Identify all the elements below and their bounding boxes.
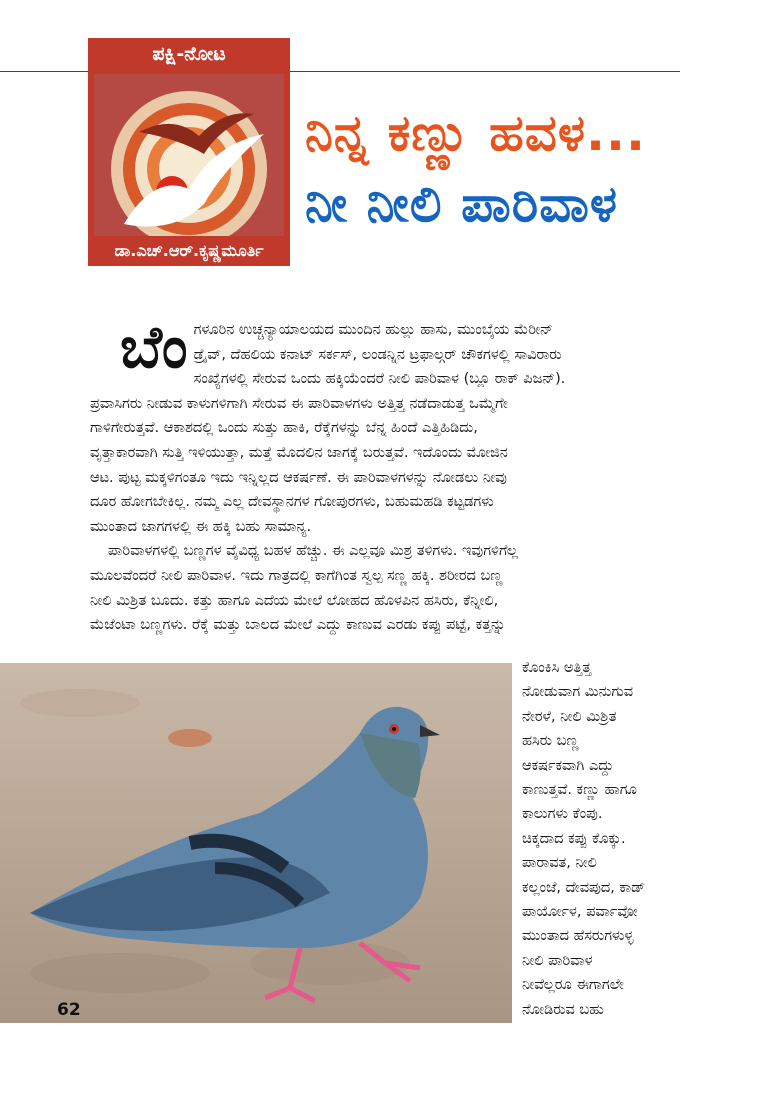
pigeon-photo [0,663,512,1023]
drop-cap: ಬೆಂ [120,313,188,381]
text-line: ನೋಡಿರುವ ಬಹು [522,1001,604,1018]
text-line: ಸಂಖ್ಯೆಗಳಲ್ಲಿ ಸೇರುವ ಒಂದು ಹಕ್ಕಿಯೆಂದರೆ ನೀಲಿ ಪಾರಿವಾಳ (ಬ್ಲೂ ರಾಕ್ ಪಿಜನ್). [193,371,566,388]
article-body [90,313,680,638]
text-line: ಕಲ್ಲಂಜೆ, ದೇವಪುದ, ಕಾಡ್ [522,879,646,896]
paragraph-2 [90,539,680,637]
text-line: ಹಸಿರು ಬಣ್ಣ [522,733,579,750]
column-badge [88,38,290,266]
side-column-text [522,656,682,1022]
text-line: ಆಟ. ಪುಟ್ಟ ಮಕ್ಕಳಿಗಂತೂ ಇದು ಇನ್ನಿಲ್ಲದ ಆಕರ್ಷಣೆ. ಈ ಪಾರಿವಾಳಗಳನ್ನು ನೋಡಲು ನೀವು [90,469,507,486]
text-line: ಗಳೂರಿನ ಉಚ್ಚನ್ಯಾಯಾಲಯದ ಮುಂದಿನ ಹುಲ್ಲು ಹಾಸು, ಮುಂಬೈಯ ಮೆರೀನ್ [193,322,553,338]
text-line: ಕಾಣುತ್ತವೆ. ಕಣ್ಣು ಹಾಗೂ [522,782,637,799]
text-line: ಕಾಲುಗಳು ಕೆಂಪು. [522,806,603,823]
text-line: ಪಾರಿವಾಳಗಳಲ್ಲಿ ಬಣ್ಣಗಳ ವೈವಿಧ್ಯ ಬಹಳ ಹೆಚ್ಚು. ಈ ಎಲ್ಲವೂ ಮಿಶ್ರ ತಳಿಗಳು. ಇವುಗಳಿಗೆಲ್ಲ [108,543,519,560]
text-line: ಗಾಳಿಗೇರುತ್ತವೆ. ಆಕಾಶದಲ್ಲಿ ಒಂದು ಸುತ್ತು ಹಾಕಿ, ರೆಕ್ಕೆಗಳನ್ನು ಬೆನ್ನ ಹಿಂದೆ ಎತ್ತಿಹಿಡಿದು, [90,420,478,437]
text-line: ಮುಂತಾದ ಜಾಗಗಳಲ್ಲಿ ಈ ಹಕ್ಕಿ ಬಹು ಸಾಮಾನ್ಯ. [90,518,312,535]
page-number: 62 [57,1000,81,1020]
headline-line-1: ನಿನ್ನ ಕಣ್ಣು ಹವಳ... [305,104,646,162]
author-name: ಡಾ.ಎಚ್.ಆರ್.ಕೃಷ್ಣಮೂರ್ತಿ [88,236,290,266]
text-line: ಆಕರ್ಷಕವಾಗಿ ಎದ್ದು [522,757,614,774]
text-line: ಪಾರ್ಯೋಳ, ಪರ್ವಾವೋ [522,904,638,921]
text-line: ಮೂಲವೆಂದರೆ ನೀಲಿ ಪಾರಿವಾಳ. ಇದು ಗಾತ್ರದಲ್ಲಿ ಕಾಗೆಗಿಂತ ಸ್ವಲ್ಪ ಸಣ್ಣ ಹಕ್ಕಿ. ಶರೀರದ ಬಣ್ಣ [90,567,503,584]
text-line: ಮೆಜೆಂಟಾ ಬಣ್ಣಗಳು. ರೆಕ್ಕೆ ಮತ್ತು ಬಾಲದ ಮೇಲೆ ಎದ್ದು ಕಾಣುವ ಎರಡು ಕಪ್ಪು ಪಟ್ಟೆ, ಕತ್ತನ್ನು [90,617,506,634]
text-line: ಚಿಕ್ಕದಾದ ಕಪ್ಪು ಕೊಕ್ಕು. [522,830,626,847]
text-line: ದೂರ ಹೋಗಬೇಕಿಲ್ಲ. ನಮ್ಮ ಎಲ್ಲ ದೇವಸ್ಥಾನಗಳ ಗೋಪುರಗಳು, ಬಹುಮಹಡಿ ಕಟ್ಟಡಗಳು [90,494,494,511]
headline-line-2: ನೀ ನೀಲಿ ಪಾರಿವಾಳ [305,175,619,233]
text-line: ಕೊಂಕಿಸಿ ಅತ್ತಿತ್ತ [522,660,592,676]
column-title: ಪಕ್ಷಿ-ನೋಟ [152,43,226,65]
text-line: ನೇರಳೆ, ನೀಲಿ ಮಿಶ್ರಿತ [522,708,617,725]
text-line: ಪ್ರವಾಸಿಗರು ನೀಡುವ ಕಾಳುಗಳಿಗಾಗಿ ಸೇರುವ ಈ ಪಾರಿವಾಳಗಳು ಅತ್ತಿತ್ತ ನಡೆದಾಡುತ್ತ ಒಮ್ಮೆಗೇ [90,395,508,412]
text-line: ಡ್ರೈವ್, ದೆಹಲಿಯ ಕನಾಟ್ ಸರ್ಕಸ್, ಲಂಡನ್ನಿನ ಟ್ರಫಾಲ್ಗರ್ ಚೌಕಗಳಲ್ಲಿ ಸಾವಿರಾರು [193,346,562,363]
text-line: ನೀಲಿ ಮಿಶ್ರಿತ ಬೂದು. ಕತ್ತು ಹಾಗೂ ಎದೆಯ ಮೇಲೆ ಲೋಹದ ಹೊಳಪಿನ ಹಸಿರು, ಕೆನ್ನೀಲಿ, [90,592,499,609]
text-line: ವೃತ್ತಾಕಾರವಾಗಿ ಸುತ್ತಿ ಇಳಿಯುತ್ತಾ, ಮತ್ತೆ ಮೊದಲಿನ ಜಾಗಕ್ಕೆ ಬರುತ್ತವೆ. ಇದೊಂದು ಮೋಜಿನ [90,444,508,461]
text-line: ಮುಂತಾದ ಹೆಸರುಗಳುಳ್ಳ [522,928,634,945]
text-line: ನೀವೆಲ್ಲರೂ ಈಗಾಗಲೇ [522,977,624,994]
bird-logo-icon [94,74,284,260]
text-line: ನೋಡುವಾಗ ಮಿನುಗುವ [522,684,634,701]
text-line: ನೀಲಿ ಪಾರಿವಾಳ [522,952,593,969]
text-line: ಪಾರಾವತ, ನೀಲಿ [522,855,597,872]
paragraph-1 [90,313,680,539]
